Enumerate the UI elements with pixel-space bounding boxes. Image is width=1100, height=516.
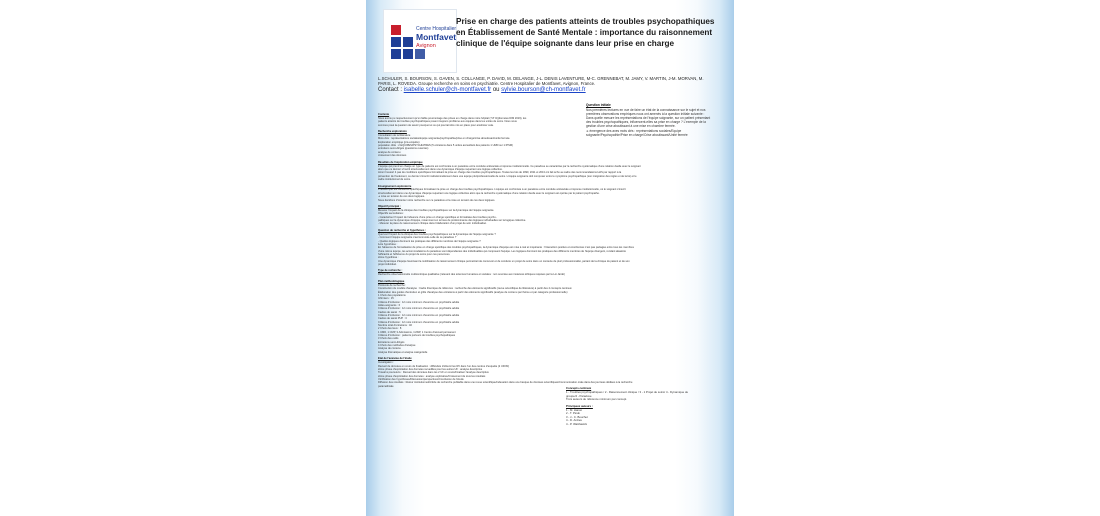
section-line: Analyse thématique et analyse catégorielle <box>378 350 428 354</box>
section-line: - Caractériser l'impact de l'absence d'une prise en charge spécifique et formalisée des troubles psycho- <box>378 215 497 219</box>
section-line: soignante/Psychopathie/Prise en charge/Crise aboutissant/Unité fermée <box>586 132 688 137</box>
section-line: Analyse de contenu <box>378 347 401 351</box>
section-line: Cadres de santé PUP : 3 <box>378 317 407 321</box>
section-line: prévention de l'isolement, ce dernier s'inscrit institutionnellement dans une équipe pluriprofessionnelle de soins. L'équipe soignante doit composer entre le symptôme psychopathique (son intégration des règles et de la loi) et le <box>378 174 637 178</box>
section-line: croisement des données <box>378 154 407 158</box>
section-block <box>378 357 718 388</box>
section-line: 1 Choix des populations <box>378 293 406 297</box>
section-line: alors que ce dernier s'inscrit structurellement dans une dynamique d'équipe requérant une logique collective. <box>378 167 503 171</box>
section-heading: Résultats de l'exploration empirique <box>378 160 423 164</box>
section-line: Recueil de données en cours de finalisation : difficultés d'obtenir les RV dans l'un des centres d'enquête (2 UFON) <box>378 364 510 368</box>
section-line: Exploration empirique (pré-enquête) <box>378 140 420 144</box>
section-line: patients atteints de troubles psychopathiques posent toujours problème aux équipes dans les unités de soins. Nous nous <box>378 120 517 124</box>
section-block <box>378 205 718 226</box>
logo-image <box>384 10 456 72</box>
authors-list: L.SCHULER, S. BOURSON, S. GAVEN, S. COLLANGE, P. DAVID, M. DELANGE, J-L. DENIS LAVENTURE, M-C. GRENNEBAT, M. JAMY, V. MARTIN, J-M. MORVAN, M. PARIS, L. ROVEDA. Groupe recherche en soins en psychiatrie. Centre Hospitalier de Montfavet, Avignon, France. <box>378 76 704 87</box>
section-line: ➔ mise en tension de ces deux logiques. <box>378 195 425 199</box>
section-line: Mots clés : représentations sociales/équipe soignante/psychopathie/prise en charge/crise aboutissant/unité fermée. <box>378 137 511 141</box>
section-line: des troubles psychopathiques, influencent-elles sa prise en charge ? L'exemple de la <box>586 120 706 125</box>
section-line: Travail à poursuivre : Recueil des données dans les 2 UF en cours/Finaliser l'analyse descriptive <box>378 371 489 375</box>
hospital-logo <box>383 9 457 73</box>
section-line: 2ème phase d'exploitation des données recueillies pour les autres UF : analyse descriptive <box>378 367 483 371</box>
section-line: Mesurer l'impact de la clinique des troubles psychopathiques sur la dynamique de l'équipe soignante. <box>378 208 495 212</box>
section-line: Critères d'inclusion : 12 mois minimum d'exercice en psychiatrie adulte <box>378 320 460 324</box>
section-block <box>378 280 718 354</box>
section-line: Aides-soignants : 6 <box>378 303 401 307</box>
section-line: entretiens semi-dirigés (questions ouvertes) <box>378 147 429 151</box>
contact-separator: ou <box>492 87 502 93</box>
section-line: Objectifs secondaires : <box>378 212 405 216</box>
section-heading: Principaux auteurs : <box>566 403 593 408</box>
section-line: gestion d'une crise aboutissant à une mise en chambre fermée. <box>586 124 676 129</box>
section-line: 2ème hypothèse : <box>378 256 399 260</box>
section-line: 4 - D. Anzieu <box>566 418 583 423</box>
logo-text-line1: Centre Hospitalier <box>416 26 456 32</box>
main-text-column <box>378 113 718 391</box>
section-block <box>566 387 716 402</box>
section-line: Infirmiers : 15 <box>378 297 394 301</box>
section-line: Critères d'inclusion : 12 mois minimum d'exercice en psychiatrie adulte <box>378 313 460 317</box>
section-line: Élaboration des guides d'entretien et grille d'analyse des entretiens à partir des éléments significatifs (analyse de contenu par thème et par catégorie professionnelle) <box>378 290 568 294</box>
section-line: d'une même équipe, les accommodations du paradoxe sont dépendantes des individualités qui composent l'équipe. Les logiques dominent les pratiques des différents membres de l'équipe divergent, rendant aléatoire <box>378 249 627 253</box>
section-line: Entretiens semi-dirigés <box>378 340 405 344</box>
section-block <box>378 130 718 157</box>
section-heading: Concepts centraux <box>566 386 592 390</box>
section-line: Recherche observationnelle multicentrique qualitative (relevant des sciences humaines et sociales : non soumise aux instances éthiques requises par la Loi Jardé) <box>378 273 565 277</box>
section-line: 3 Choix des outils <box>378 337 399 341</box>
section-line: Vérification des hypothèses/Discussion/perspectives/Conclusion de l'étude <box>378 377 464 381</box>
section-line: 3 - J.- C. Bouchet <box>566 414 588 419</box>
section-line: En l'absence de formalisation de prise en charge spécifique des troubles psychopathiques, la dynamique d'équipe est mise à mal et inopérante : l'interaction positive et coordonnée n'est pas partagée entre tous les membres <box>378 246 634 250</box>
section-line: pathiques sur la dynamique d'équipe, notamment en termes de prédominance des logiques individuelles sur la logique collective. <box>378 219 526 222</box>
section-block <box>566 405 716 427</box>
section-line: projet individuel. <box>378 262 397 266</box>
concepts-column <box>566 387 716 430</box>
section-line: - Quelles logiques dominent les pratiques des différents membres de l'équipe soignante ? <box>378 239 481 243</box>
section-line: l'efficacité et l'efficience du projet de soins pour ces personnes. <box>378 252 451 256</box>
section-line: population cible : 2 ÉQUIPES/PSYCHIATRES (5 entretiens dans 5 unités accueillant des patients 1 UMD sur 1 IPSM) <box>378 144 513 148</box>
contact-email-link-2[interactable]: sylvie.bourson@ch-montfavet.fr <box>501 87 586 93</box>
section-line: Une dynamique d'équipe favorisant la mobilisation du raisonnement clinique permettrait de concevoir et de conduire un projet de soins dans un contexte de pluri professionnalité, partant de la clinique du patient et de son <box>378 259 630 263</box>
section-line: - Mesurer la place du raisonnement clinique dans l'élaboration d'un projet de soin individualisé. <box>378 222 487 226</box>
section-line: Critères d'inclusion : 12 mois minimum d'exercice en psychiatrie adulte <box>378 307 460 311</box>
poster <box>366 0 734 516</box>
section-line: 2 Choix des lieux : 8 <box>378 327 402 331</box>
section-heading: Contexte <box>378 113 390 116</box>
section-line: cadre institutionnel de soins. <box>378 178 411 181</box>
logo-text-line3: Avignon <box>416 43 436 49</box>
section-heading: Question initiale <box>586 103 611 107</box>
section-line: L'équipe qui prend en charge un type de patients est confrontée à un paradoxe entre conduite antisociale et réponse institutionnelle. Ce paradoxe se caractérise par la recherche systématique d'une relation duelle avec le soignant <box>378 164 641 168</box>
logo-text-line2: Montfavet <box>416 32 456 42</box>
section-line: Critères d'inclusion : patients porteurs de troubles psychopathiques <box>378 334 456 337</box>
section-line: 1 - Troubles psychopathiques / 2 - Raisonnement clinique / 3 - 1 Projet de soins/ 4 - Dynamique de <box>566 390 689 395</box>
section-block <box>378 185 718 202</box>
section-line: Protocole de recherche : <box>378 283 407 287</box>
section-line: Nous avons pu respectivement qu'un faible pourcentage des prises en charge dans notre hôpital (7.8 %)(données DIM 2019), les <box>378 116 527 120</box>
section-line: premières observations empiriques nous ont amenés à la question initiale suivante : <box>586 111 705 116</box>
section-line: groupe/4 - Paradoxe <box>566 393 592 398</box>
section-heading: Enseignement exploratoire <box>378 184 412 188</box>
section-line: Il ressort que les conditions spécifiques formalisant la prise en charge des troubles psychopathiques. L'équipe est confrontée à un paradoxe entre conduite antisociale et réponse institutionnelle, où le soignant s'inscrit <box>378 188 626 192</box>
section-line: Dans quelle mesure les représentations de l'équipe soignante, sur un patient présentant <box>586 116 711 121</box>
section-heading: Question de recherche et hypothèses : <box>378 228 426 232</box>
section-line: paramédicale <box>378 384 394 388</box>
section-line: 2ème phase d'exploitation des données : analyse explicative/Croisement de tous les résultats <box>378 374 486 378</box>
contact-email-link-1[interactable]: isabelle.schuler@ch-montfavet.fr <box>403 87 492 93</box>
section-block <box>378 161 718 182</box>
section-line: analyse de contenu <box>378 150 401 154</box>
poster-title: Prise en charge des patients atteints de troubles psychopathiques en Établissement de Santé Mentale : importance du raisonnement clinique de l'équipe soignante dans leur prise en charge <box>456 17 715 48</box>
contact-line <box>378 87 718 94</box>
section-line: Construction du modèle d'analyse : Cadre théorique de référence : recherche des éléments significatifs (revue scientifique de littérature) à partir des 4 concepts centraux <box>378 287 572 291</box>
section-heading: Recherche exploratoire <box>378 130 407 134</box>
section-line: Consultation de la littérature <box>378 134 411 138</box>
section-line: Nous décidons d'orienter notre recherche sur ce paradoxe et la mise en tension de ces deux logiques. <box>378 198 496 202</box>
section-line: Diffusion des résultats : Retour institutionnel/Article de recherche publiable dans une revue scientifique/indexation dans une banque de données scientifiques/Communication orale dans des journées dédiées à la recherche <box>378 381 633 385</box>
section-line: Critères d'inclusion : 12 mois minimum d'exercice en psychiatrie adulte <box>378 300 460 304</box>
section-line: 1 - M. Hanon <box>566 407 583 412</box>
section-line: ➔ émergence des axes mots clés : représentations sociales/Equipe <box>586 128 682 133</box>
section-line: Quel est l'impact de la clinique des troubles psychopathiques sur la dynamique de l'équipe soignante ? <box>378 232 496 236</box>
section-line: Nos premières lectures en vue de faire un état de la connaissance sur le sujet et nos <box>586 107 706 112</box>
section-line: Nombre total d'entretiens : 40 <box>378 323 412 327</box>
section-line: 1 UMD, 1 CMP, 3 Admissions, 1USIP, 1 Centre d'accueil permanent <box>378 330 456 334</box>
section-heading: Plan méthodologique <box>378 279 405 283</box>
section-line: Ainsi il ressort 4 pas de conditions spécifiques formalisant la prise en charge des troubles psychopathiques. Toutes les lois de 1990, 2011 et 2013 ont fait écho au cadre des recommandations HAS par rapport à la <box>378 171 622 175</box>
section-line: 4 Choix des méthodes d'analyse <box>378 344 416 348</box>
section-heading: Objectif principal : <box>378 205 401 209</box>
section-block <box>378 113 578 127</box>
section-line: 2 - T. Psiuk <box>566 411 580 416</box>
section-line: sommes posé la question de savoir pourquoi et ce qui pourrait être mis en place pour améliorer cela. <box>378 123 494 127</box>
section-line: Cadres de santé : 5 <box>378 310 401 314</box>
section-block <box>378 229 718 266</box>
section-line: 1ère hypothèse : <box>378 242 398 246</box>
section-heading: Etat de l'avancée de l'étude <box>378 357 412 361</box>
section-line: Trois auteurs de référence minimum par concept. <box>566 397 627 402</box>
section-line: Investigation : <box>378 361 395 365</box>
section-line: - Comment l'équipe soignante s'accommode-t-elle de ce paradoxe ? <box>378 236 457 240</box>
contact-label: Contact : <box>378 87 404 93</box>
section-line: 4 - P. Watzlawick <box>566 421 587 426</box>
section-block <box>378 269 718 276</box>
section-line: structurellement dans une dynamique d'équipe requérant une logique collective alors que la recherche systématique d'une relation duelle avec le soignant est opérée par le patient psychopathe. <box>378 191 600 195</box>
section-heading: Type de recherche : <box>378 269 403 273</box>
